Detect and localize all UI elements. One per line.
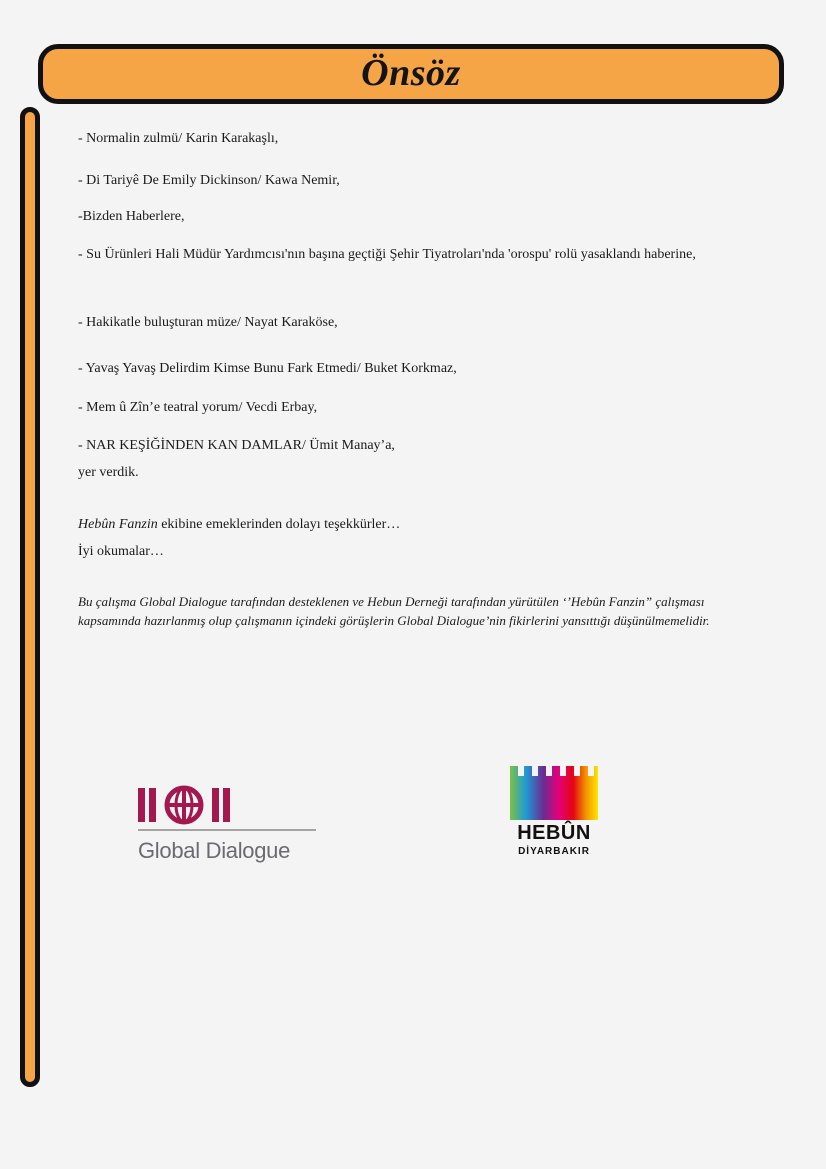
side-bar <box>20 107 40 1087</box>
thanks-line <box>78 514 400 535</box>
list-item: - Yavaş Yavaş Delirdim Kimse Bunu Fark Etmedi/ Buket Korkmaz, <box>78 361 457 376</box>
hebun-subtitle: DİYARBAKIR <box>518 846 590 857</box>
list-item: yer verdik. <box>78 465 139 480</box>
fanzin-name: Hebûn Fanzin <box>78 517 158 532</box>
list-item: -Bizden Haberlere, <box>78 209 185 224</box>
list-item: - Hakikatle buluşturan müze/ Nayat Karaköse, <box>78 315 338 330</box>
global-dialogue-mark-icon <box>138 784 320 834</box>
header-bar <box>38 44 784 104</box>
page-title: Önsöz <box>361 52 461 94</box>
list-item: - NAR KEŞİĞİNDEN KAN DAMLAR/ Ümit Manay’a, <box>78 438 395 453</box>
thanks-text: ekibine emeklerinden dolayı teşekkürler… <box>157 517 401 532</box>
closing-line: İyi okumalar… <box>78 544 164 559</box>
list-item: - Mem û Zîn’e teatral yorum/ Vecdi Erbay, <box>78 400 318 415</box>
global-dialogue-text: Global Dialogue <box>138 838 291 863</box>
list-item: - Su Ürünleri Hali Müdür Yardımcısı'nın başına geçtiği Şehir Tiyatroları'nda 'orospu' rolü yasaklandı haberine, <box>78 247 696 262</box>
list-item: - Di Tariyê De Emily Dickinson/ Kawa Nemir, <box>78 173 340 188</box>
hebun-logo <box>510 762 600 867</box>
disclaimer-text: Bu çalışma Global Dialogue tarafından desteklenen ve Hebun Derneği tarafından yürütülen ‘’Hebûn Fanzin” çalışması kapsamında hazırlanmış olup çalışmanın içindeki görüşlerin Global Dialogue’nin fikirlerini yansıttığı düşünülmemelidir. <box>78 594 710 628</box>
hebun-castle-icon <box>510 762 598 822</box>
hebun-title: HEBÛN <box>517 822 591 844</box>
list-item: - Normalin zulmü/ Karin Karakaşlı, <box>78 131 279 146</box>
global-dialogue-logo <box>138 784 320 866</box>
